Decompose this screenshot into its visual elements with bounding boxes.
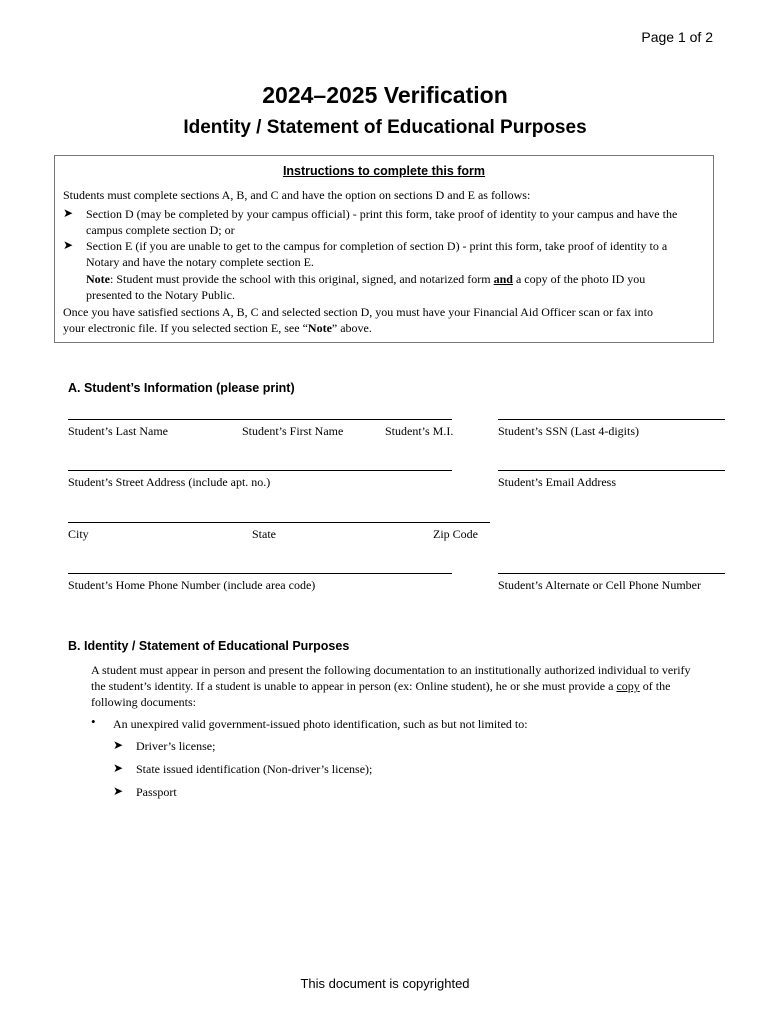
instructions-section-d-line1: Section D (may be completed by your campus official) - print this form, take proof of identity to your campus and have the xyxy=(86,207,678,221)
footer-copyright: This document is copyrighted xyxy=(300,976,470,991)
section-b-bullet-main: An unexpired valid government-issued photo identification, such as but not limited to: xyxy=(113,717,528,731)
home-phone-label: Student’s Home Phone Number (include area code) xyxy=(68,578,316,592)
sub-item-passport: Passport xyxy=(136,785,177,799)
bullet-icon: • xyxy=(91,714,96,729)
instructions-section-e-line2: Notary and have the notary complete section E. xyxy=(86,255,314,269)
section-b-heading: B. Identity / Statement of Educational Purposes xyxy=(68,639,350,653)
section-b-para-line3: following documents: xyxy=(91,695,196,709)
mi-label: Student’s M.I. xyxy=(385,424,454,438)
instructions-note-line2: presented to the Notary Public. xyxy=(86,288,235,302)
name-input-line[interactable] xyxy=(68,419,452,420)
instructions-section-d-line2: campus complete section D; or xyxy=(86,223,235,237)
arrow-bullet-icon: ➤ xyxy=(63,206,74,220)
arrow-bullet-icon: ➤ xyxy=(63,238,74,252)
para-copy: copy xyxy=(616,679,640,693)
arrow-bullet-icon: ➤ xyxy=(113,784,124,798)
street-input-line[interactable] xyxy=(68,470,452,471)
email-input-line[interactable] xyxy=(498,470,725,471)
instructions-intro: Students must complete sections A, B, and C and have the option on sections D and E as follows: xyxy=(63,188,531,202)
last-name-label: Student’s Last Name xyxy=(68,424,168,438)
section-a-heading: A. Student’s Information (please print) xyxy=(68,381,295,395)
instructions-section-e-line1: Section E (if you are unable to get to the campus for completion of section D) - print this form, take proof of identity to a xyxy=(86,239,668,253)
cell-phone-input-line[interactable] xyxy=(498,573,725,574)
page-title: 2024–2025 Verification xyxy=(262,82,508,108)
arrow-bullet-icon: ➤ xyxy=(113,761,124,775)
instructions-heading: Instructions to complete this form xyxy=(282,164,486,178)
page-number: Page 1 of 2 xyxy=(641,29,713,45)
closing-text-b: ” above. xyxy=(331,321,372,335)
note-label: Note xyxy=(86,272,110,286)
closing-note: Note xyxy=(307,321,332,335)
para-text-a: the student’s identity. If a student is unable to appear in person (ex: Online student), he or she must provide a xyxy=(91,679,617,693)
ssn-input-line[interactable] xyxy=(498,419,725,420)
section-b-para-line2 xyxy=(91,678,670,695)
note-text-a: : Student must provide the school with this original, signed, and notarized form xyxy=(110,272,494,286)
sub-item-state-id: State issued identification (Non-driver’s license); xyxy=(136,762,373,776)
email-label: Student’s Email Address xyxy=(498,475,616,489)
instructions-note-line1 xyxy=(86,271,645,288)
instructions-closing-line2 xyxy=(63,320,372,337)
city-state-zip-input-line[interactable] xyxy=(68,522,490,523)
page-subtitle: Identity / Statement of Educational Purposes xyxy=(183,117,587,138)
street-label: Student’s Street Address (include apt. no.) xyxy=(68,475,271,489)
instructions-box xyxy=(54,155,714,343)
ssn-label: Student’s SSN (Last 4-digits) xyxy=(498,424,640,438)
note-text-b: a copy of the photo ID you xyxy=(512,272,646,286)
city-label: City xyxy=(68,527,89,541)
arrow-bullet-icon: ➤ xyxy=(113,738,124,752)
closing-text-a: your electronic file. If you selected section E, see “ xyxy=(63,321,308,335)
para-text-b: of the xyxy=(639,679,671,693)
section-b-para-line1: A student must appear in person and present the following documentation to an institutionally authorized individual to verify xyxy=(91,663,691,677)
zip-label: Zip Code xyxy=(433,527,478,541)
first-name-label: Student’s First Name xyxy=(242,424,344,438)
cell-phone-label: Student’s Alternate or Cell Phone Number xyxy=(498,578,701,592)
note-and: and xyxy=(493,272,513,286)
sub-item-drivers-license: Driver’s license; xyxy=(136,739,216,753)
instructions-closing-line1: Once you have satisfied sections A, B, C and selected section D, you must have your Financial Aid Officer scan or fax into xyxy=(63,305,653,319)
home-phone-input-line[interactable] xyxy=(68,573,452,574)
state-label: State xyxy=(252,527,276,541)
